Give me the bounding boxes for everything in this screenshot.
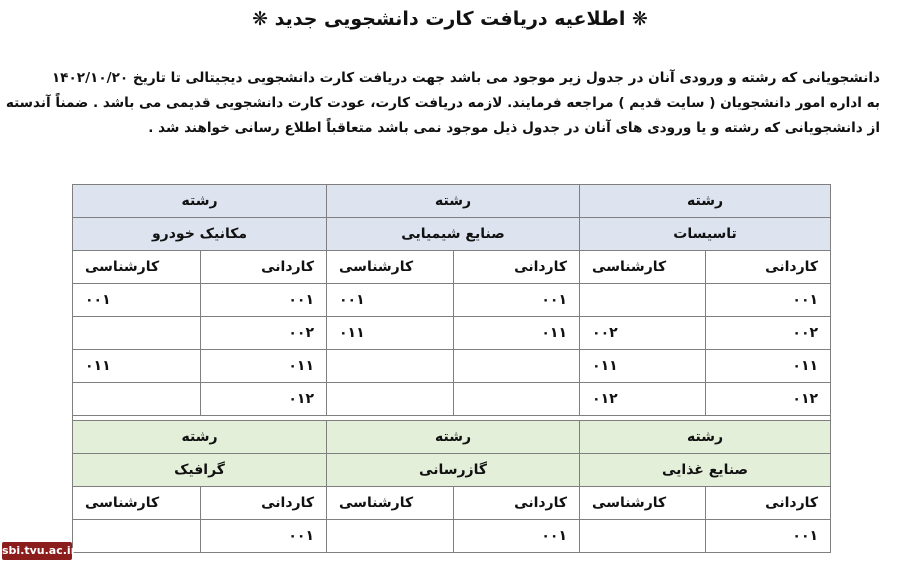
entry-code: ۰۱۱: [327, 317, 454, 350]
entry-code: ۰۱۲: [706, 383, 831, 416]
entry-code: ۰۰۲: [580, 317, 706, 350]
entry-code: ۰۰۱: [706, 284, 831, 317]
entry-code: ۰۰۲: [201, 317, 327, 350]
major-name: تاسیسات: [580, 218, 831, 251]
entry-code: ۰۰۱: [454, 284, 580, 317]
entry-code: ۰۰۲: [706, 317, 831, 350]
entry-code: [327, 520, 454, 553]
entry-code: [454, 383, 580, 416]
entry-code: [73, 383, 201, 416]
field-label: رشته: [580, 185, 831, 218]
table-row: [73, 317, 831, 350]
degree-associate: کاردانی: [201, 251, 327, 284]
majors-table: [72, 184, 831, 553]
field-label: رشته: [73, 185, 327, 218]
major-name: صنایع شیمیایی: [327, 218, 580, 251]
field-label: رشته: [327, 185, 580, 218]
major-name: گرافیک: [73, 454, 327, 487]
degree-associate: کاردانی: [454, 487, 580, 520]
table-row: [73, 383, 831, 416]
entry-code: ۰۱۱: [706, 350, 831, 383]
entry-code: ۰۰۱: [454, 520, 580, 553]
major-name: گازرسانی: [327, 454, 580, 487]
entry-code: ۰۱۱: [454, 317, 580, 350]
field-header-row: [73, 421, 831, 454]
field-label: رشته: [73, 421, 327, 454]
entry-code: ۰۱۲: [201, 383, 327, 416]
field-label: رشته: [580, 421, 831, 454]
table-row: [73, 350, 831, 383]
table-row: [73, 520, 831, 553]
table-row: [73, 284, 831, 317]
entry-code: ۰۰۱: [706, 520, 831, 553]
site-watermark: sbi.tvu.ac.ir: [2, 542, 72, 560]
entry-code: ۰۰۱: [327, 284, 454, 317]
entry-code: [73, 520, 201, 553]
entry-code: [327, 350, 454, 383]
entry-code: ۰۱۱: [73, 350, 201, 383]
page-title: ❋ اطلاعیه دریافت کارت دانشجویی جدید ❋: [252, 8, 648, 30]
major-name: مکانیک خودرو: [73, 218, 327, 251]
degree-bachelor: کارشناسی: [580, 251, 706, 284]
degree-header-row: [73, 487, 831, 520]
entry-code: ۰۱۱: [580, 350, 706, 383]
degree-associate: کاردانی: [706, 487, 831, 520]
paragraph-line: از دانشجویانی که رشته و یا ورودی های آنان در جدول ذیل موجود نمی باشد متعاقباً اطلاع رسانی خواهند شد .: [148, 120, 880, 136]
paragraph-line: دانشجویانی که رشته و ورودی آنان در جدول زیر موجود می باشد جهت دریافت کارت دانشجویی دیجیتالی تا تاریخ ۱۴۰۲/۱۰/۲۰: [51, 70, 880, 86]
field-label: رشته: [327, 421, 580, 454]
entry-code: [327, 383, 454, 416]
announcement-paragraph: [5, 66, 880, 141]
degree-bachelor: کارشناسی: [73, 251, 201, 284]
entry-code: ۰۱۱: [201, 350, 327, 383]
degree-header-row: [73, 251, 831, 284]
entry-code: [73, 317, 201, 350]
entry-code: [580, 284, 706, 317]
degree-associate: کاردانی: [706, 251, 831, 284]
degree-associate: کاردانی: [201, 487, 327, 520]
major-name-row: [73, 218, 831, 251]
entry-code: [454, 350, 580, 383]
field-header-row: [73, 185, 831, 218]
degree-bachelor: کارشناسی: [580, 487, 706, 520]
entry-code: ۰۱۲: [580, 383, 706, 416]
degree-associate: کاردانی: [454, 251, 580, 284]
paragraph-line: به اداره امور دانشجویان ( سایت قدیم ) مراجعه فرمایند. لازمه دریافت کارت، عودت کارت دانشجویی قدیمی می باشد . ضمناً آندسته: [5, 95, 880, 111]
entry-code: ۰۰۱: [201, 520, 327, 553]
major-name-row: [73, 454, 831, 487]
entry-code: ۰۰۱: [201, 284, 327, 317]
entry-code: [580, 520, 706, 553]
degree-bachelor: کارشناسی: [327, 251, 454, 284]
degree-bachelor: کارشناسی: [73, 487, 201, 520]
major-name: صنایع غذایی: [580, 454, 831, 487]
degree-bachelor: کارشناسی: [327, 487, 454, 520]
entry-code: ۰۰۱: [73, 284, 201, 317]
